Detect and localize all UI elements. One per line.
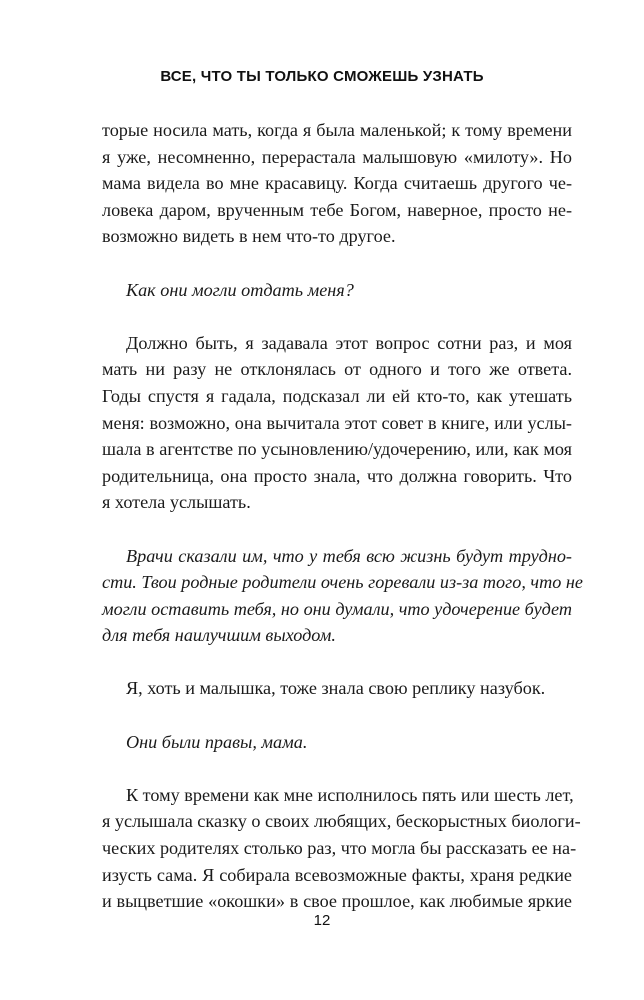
- paragraph-italic: [102, 277, 572, 304]
- text-line: К тому времени как мне исполнилось пять или шесть лет,: [126, 784, 574, 805]
- page-number: 12: [313, 912, 331, 929]
- text-line: торые носила мать, когда я была маленькой; к тому времени: [102, 120, 572, 140]
- text-line: и выцветшие «окошки» в свое прошлое, как любимые яркие: [102, 891, 572, 912]
- paragraph: [102, 117, 572, 250]
- paragraph-gap: [102, 250, 572, 277]
- text-line: Должно быть, я задавала этот вопрос сотни раз, и моя: [126, 332, 572, 353]
- text-line: сти. Твои родные родители очень горевали из-за того, что не: [102, 572, 583, 593]
- text-line: ческих родителях столько раз, что могла бы рассказать ее на-: [102, 838, 577, 859]
- paragraph-gap: [102, 702, 572, 729]
- text-line: шала в агентстве по усыновлению/удочерению, или, как моя: [102, 439, 572, 460]
- paragraph: [102, 675, 572, 702]
- text-line: родительница, она просто знала, что должна говорить. Что: [102, 465, 572, 486]
- paragraph: [102, 330, 572, 516]
- text-line: Врачи сказали им, что у тебя всю жизнь будут трудно-: [126, 545, 572, 566]
- text-line: Я, хоть и малышка, тоже знала свою реплику назубок.: [126, 678, 546, 699]
- paragraph-gap: [102, 303, 572, 330]
- running-title: ВСЕ, ЧТО ТЫ ТОЛЬКО СМОЖЕШЬ УЗНАТЬ: [160, 68, 484, 85]
- text-line: могли оставить тебя, но они думали, что удочерение будет: [102, 598, 572, 619]
- text-line: изусть сама. Я собирала всевозможные факты, храня редкие: [102, 864, 572, 885]
- paragraph-italic: [102, 543, 583, 649]
- paragraph: [102, 782, 581, 915]
- text-line: Как они могли отдать меня?: [126, 279, 354, 300]
- text-line: для тебя наилучшим выходом.: [102, 625, 336, 646]
- text-line: ловека даром, врученным тебе Богом, наверное, просто не-: [102, 199, 572, 220]
- paragraph-gap: [102, 649, 572, 676]
- paragraph-italic: [102, 729, 572, 756]
- text-line: я услышала сказку о своих любящих, бескорыстных биологи-: [102, 811, 581, 832]
- paragraph-gap: [102, 755, 572, 782]
- text-line: мать ни разу не отклонялась от одного и того же ответа.: [102, 359, 572, 380]
- text-line: мама видела во мне красавицу. Когда считаешь другого че-: [102, 173, 572, 194]
- text-line: возможно видеть в нем что-то другое.: [102, 226, 396, 247]
- text-line: Они были правы, мама.: [126, 731, 308, 752]
- text-line: я хотела услышать.: [102, 492, 251, 513]
- text-line: я уже, несомненно, перерастала малышовую «милоту». Но: [102, 146, 572, 167]
- paragraph-gap: [102, 516, 572, 543]
- text-line: Годы спустя я гадала, подсказал ли ей кто-то, как утешать: [102, 385, 572, 406]
- text-line: меня: возможно, она вычитала этот совет в книге, или услы-: [102, 412, 572, 433]
- body-text: [102, 117, 583, 915]
